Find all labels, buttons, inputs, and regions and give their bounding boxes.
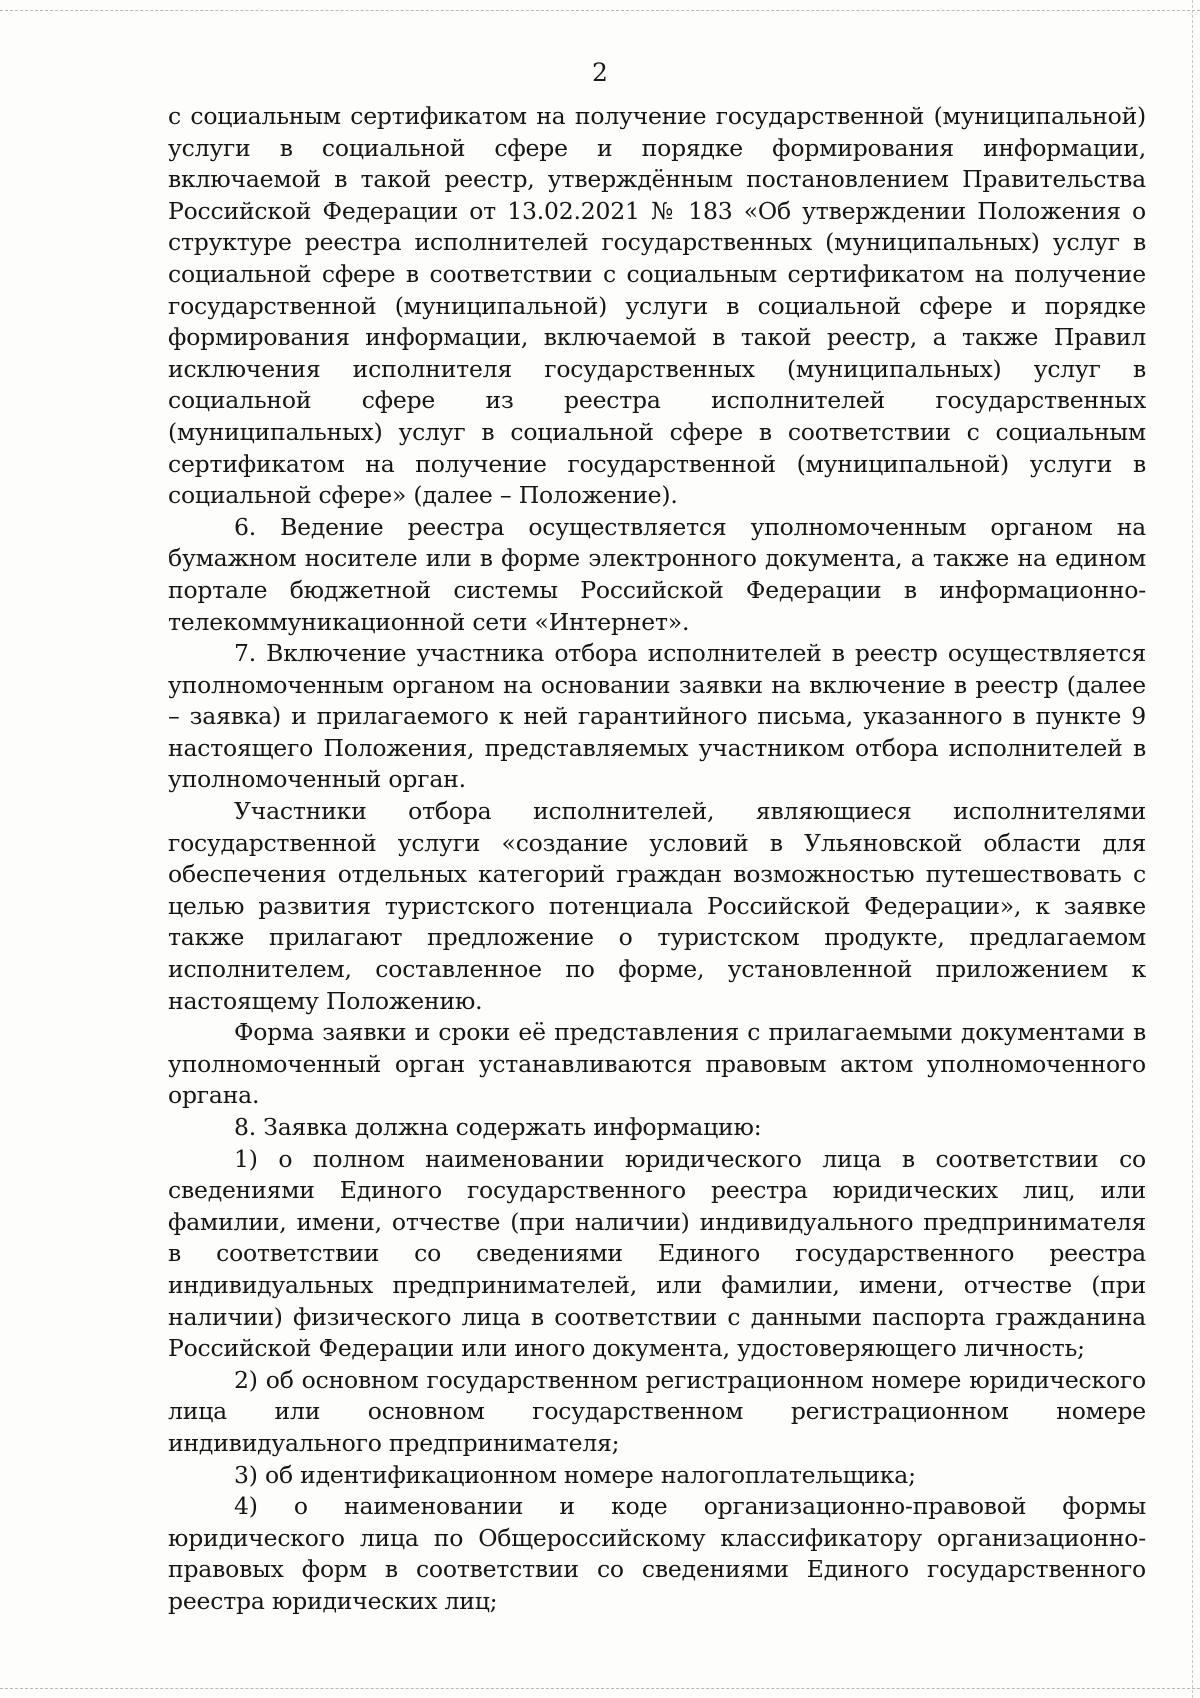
page-number: 2	[592, 58, 608, 87]
paragraph-positions-continuation: с социальным сертификатом на получение государственной (муниципальной) услуги в социальной сфере и порядке формирования информации, включаемой в такой реестр, утверждённым постановлением Правительства Российской Федерации от 13.02.2021 № 183 «Об утверждении Положения о структуре реестра исполнителей государственных (муниципальных) услуг в социальной сфере в соответствии с социальным сертификатом на получение государственной (муниципальной) услуги в социальной сфере и порядке формирования информации, включаемой в такой реестр, а также Правил исключения исполнителя государственных (муниципальных) услуг в социальной сфере из реестра исполнителей государственных (муниципальных) услуг в социальной сфере в соответствии с социальным сертификатом на получение государственной (муниципальной) услуги в социальной сфере» (далее – Положение).	[168, 102, 1146, 510]
paragraph-subitem-4: 4) о наименовании и коде организационно-правовой формы юридического лица по Общероссийскому классификатору организационно-правовых форм в соответствии со сведениями Единого государственного реестра юридических лиц;	[168, 1492, 1146, 1615]
scan-edge-bottom	[0, 1688, 1200, 1689]
paragraph-item-8: 8. Заявка должна содержать информацию:	[234, 1113, 762, 1141]
document-body	[168, 101, 1146, 1618]
scan-edge-right	[1192, 0, 1193, 1698]
paragraph-participants: Участники отбора исполнителей, являющиеся исполнителями государственной услуги «создание условий в Ульяновской области для обеспечения отдельных категорий граждан возможностью путешествовать с целью развития туристского потенциала Российской Федерации», к заявке также прилагают предложение о туристском продукте, предлагаемом исполнителем, составленное по форме, установленной приложением к настоящему Положению.	[168, 797, 1146, 1015]
paragraph-subitem-1: 1) о полном наименовании юридического лица в соответствии со сведениями Единого государственного реестра юридических лиц, или фамилии, имени, отчестве (при наличии) индивидуального предпринимателя в соответствии со сведениями Единого государственного реестра индивидуальных предпринимателей, или фамилии, имени, отчестве (при наличии) физического лица в соответствии с данными паспорта гражданина Российской Федерации или иного документа, удостоверяющего личность;	[168, 1144, 1146, 1363]
paragraph-item-7: 7. Включение участника отбора исполнителей в реестр осуществляется уполномоченным органом на основании заявки на включение в реестр (далее – заявка) и прилагаемого к ней гарантийного письма, указанного в пункте 9 настоящего Положения, представляемых участником отбора исполнителей в уполномоченный орган.	[168, 639, 1146, 794]
paragraph-item-6: 6. Ведение реестра осуществляется уполномоченным органом на бумажном носителе или в форме электронного документа, а также на едином портале бюджетной системы Российской Федерации в информационно-телекоммуникационной сети «Интернет».	[168, 512, 1146, 636]
paragraph-subitem-2: 2) об основном государственном регистрационном номере юридического лица или основном государственном регистрационном номере индивидуального предпринимателя;	[168, 1365, 1146, 1457]
scan-edge-top	[0, 10, 1200, 11]
paragraph-application-form: Форма заявки и сроки её представления с прилагаемыми документами в уполномоченный орган устанавливаются правовым актом уполномоченного органа.	[168, 1018, 1146, 1110]
paragraph-subitem-3: 3) об идентификационном номере налогоплательщика;	[234, 1460, 916, 1489]
